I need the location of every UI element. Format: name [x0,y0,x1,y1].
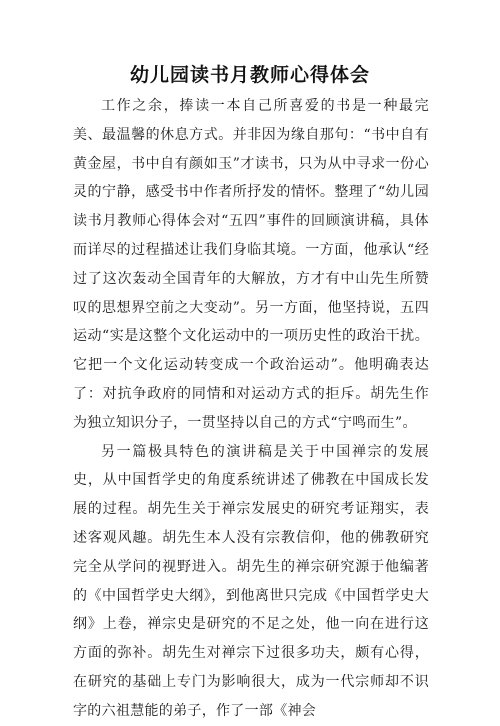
document-title: 幼儿园读书月教师心得体会 [129,64,370,86]
document-body [73,92,429,726]
paragraph-1: 工作之余，捧读一本自己所喜爱的书是一种最完美、最温馨的休息方式。并非因为缘自那句：“书中自有黄金屋，书中自有颜如玉”才读书，只为从中寻求一份心灵的宁静，感受书中作者所抒发的情怀。整理了“幼儿园读书月教师心得体会对“五四”事件的回顾演讲稿，具体而详尽的过程描述让我们身临其境。一方面，他承认“经过了这次轰动全国青年的大解放，方才有中山先生所赞叹的思想界空前之大变动”。另一方面，他坚持说，五四运动“实是这整个文化运动中的一项历史性的政治干扰。它把一个文化运动转变成一个政治运动”。他明确表达了：对抗争政府的同情和对运动方式的拒斥。胡先生作为独立知识分子，一贯坚持以自己的方式“宁鸣而生”。 [73,98,429,431]
paragraph-2: 另一篇极具特色的演讲稿是关于中国禅宗的发展史，从中国哲学史的角度系统讲述了佛教在中国成长发展的过程。胡先生关于禅宗发展史的研究考证翔实，表述客观风趣。胡先生本人没有宗教信仰，他的佛教研究完全从学问的视野进入。胡先生的禅宗研究源于他编著的《中国哲学史大纲》，到他离世只完成《中国哲学史大纲》上卷，禅宗史是研究的不足之处，他一向在进行这方面的弥补。胡先生对禅宗下过很多功夫，颇有心得，在研究的基础上专门为影响很大，成为一代宗师却不识字的六祖慧能的弟子，作了一部《神会 [73,443,429,719]
